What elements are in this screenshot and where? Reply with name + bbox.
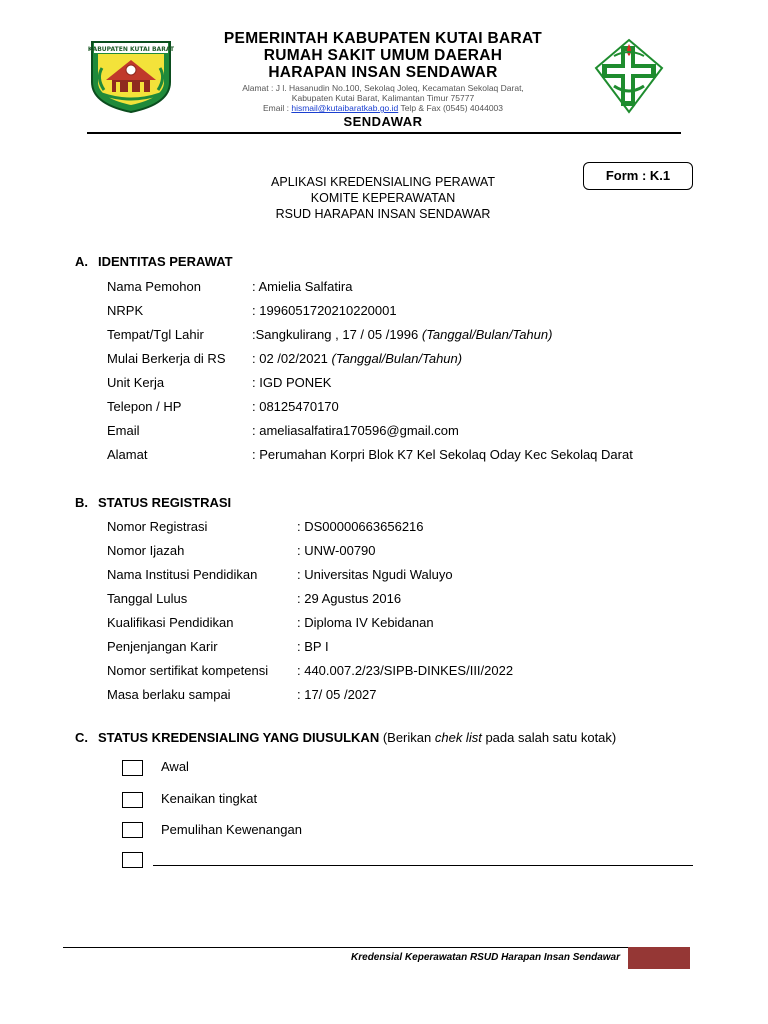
- header-government-name: PEMERINTAH KABUPATEN KUTAI BARAT: [223, 30, 543, 47]
- footer-divider: [63, 947, 628, 948]
- other-option-blank-line[interactable]: [153, 865, 693, 866]
- section-c-letter: C.: [75, 730, 88, 745]
- field-value: : 17/ 05 /2027: [297, 687, 377, 702]
- field-value: : Universitas Ngudi Waluyo: [297, 567, 453, 582]
- section-c-title: STATUS KREDENSIALING YANG DIUSULKAN: [98, 730, 380, 745]
- field-label: Masa berlaku sampai: [107, 687, 231, 702]
- field-label: Nama Pemohon: [107, 279, 201, 294]
- checkbox-kenaikan-tingkat[interactable]: [122, 792, 143, 808]
- field-value: :Sangkulirang , 17 / 05 /1996: [252, 327, 422, 342]
- field-label: Penjenjangan Karir: [107, 639, 218, 654]
- field-value: : ameliasalfatira170596@gmail.com: [252, 423, 459, 438]
- phone-fax: Telp & Fax (0545) 4044003: [398, 103, 503, 113]
- field-note: (Tanggal/Bulan/Tahun): [331, 351, 463, 366]
- field-note: (Tanggal/Bulan/Tahun): [421, 327, 553, 342]
- header-address-line2: Kabupaten Kutai Barat, Kalimantan Timur 75777: [291, 93, 475, 103]
- field-label: Alamat: [107, 447, 148, 462]
- field-value: : BP I: [297, 639, 329, 654]
- field-label: Tempat/Tgl Lahir: [107, 327, 204, 342]
- footer-text: Kredensial Keperawatan RSUD Harapan Insan Sendawar: [351, 952, 620, 963]
- field-label: Nomor Registrasi: [107, 519, 208, 534]
- field-value: : 1996051720210220001: [252, 303, 397, 318]
- option-label: Pemulihan Kewenangan: [161, 822, 302, 837]
- field-value: : 02 /02/2021: [252, 351, 332, 366]
- field-value: : Diploma IV Kebidanan: [297, 615, 434, 630]
- field-value: : IGD PONEK: [252, 375, 332, 390]
- field-label: Nomor sertifikat kompetensi: [107, 663, 269, 678]
- checkbox-pemulihan-kewenangan[interactable]: [122, 822, 143, 838]
- form-code-box: Form : K.1: [583, 162, 693, 190]
- section-b-letter: B.: [75, 495, 88, 510]
- email-link[interactable]: hismail@kutaibaratkab.go.id: [291, 103, 399, 113]
- field-label: Kualifikasi Pendidikan: [107, 615, 234, 630]
- field-value: : DS00000663656216: [297, 519, 424, 534]
- field-label: NRPK: [107, 303, 144, 318]
- section-a-heading: [75, 254, 233, 269]
- section-b-title: STATUS REGISTRASI: [98, 495, 232, 510]
- field-label: Mulai Berkerja di RS: [107, 351, 226, 366]
- field-value: : 440.007.2/23/SIPB-DINKES/III/2022: [297, 663, 514, 678]
- instruction-text: (Berikan: [379, 730, 435, 745]
- field-label: Email: [107, 423, 140, 438]
- logo-left-caption: KABUPATEN KUTAI BARAT: [88, 46, 174, 53]
- instruction-text: pada salah satu kotak): [481, 730, 617, 745]
- field-value: : UNW-00790: [297, 543, 376, 558]
- field-value: : Amielia Salfatira: [252, 279, 353, 294]
- footer-accent-bar: [628, 947, 690, 969]
- option-label: Awal: [161, 759, 189, 774]
- section-a-title: IDENTITAS PERAWAT: [98, 254, 233, 269]
- field-value-with-note: [252, 351, 462, 366]
- field-value: : 29 Agustus 2016: [297, 591, 402, 606]
- header-divider: [87, 132, 681, 134]
- field-value: : Perumahan Korpri Blok K7 Kel Sekolaq Oday Kec Sekolaq Darat: [252, 447, 633, 462]
- field-value-with-note: [252, 327, 552, 342]
- instruction-emphasis: chek list: [434, 730, 482, 745]
- document-title-line2: KOMITE KEPERAWATAN: [310, 191, 456, 205]
- field-label: Telepon / HP: [107, 399, 182, 414]
- header-hospital-name: HARAPAN INSAN SENDAWAR: [268, 64, 498, 81]
- section-c-heading: [75, 730, 616, 745]
- header-contact-line: [150, 103, 616, 113]
- field-label: Nama Institusi Pendidikan: [107, 567, 258, 582]
- email-prefix: Email :: [263, 103, 292, 113]
- checkbox-other[interactable]: [122, 852, 143, 868]
- header-hospital-type: RUMAH SAKIT UMUM DAERAH: [263, 47, 503, 64]
- header-city: SENDAWAR: [343, 114, 423, 129]
- field-value: : 08125470170: [252, 399, 339, 414]
- section-c-instruction: [379, 730, 616, 745]
- checkbox-awal[interactable]: [122, 760, 143, 776]
- document-title-line1: APLIKASI KREDENSIALING PERAWAT: [271, 175, 495, 189]
- field-label: Unit Kerja: [107, 375, 165, 390]
- document-title-line3: RSUD HARAPAN INSAN SENDAWAR: [275, 207, 491, 221]
- field-label: Tanggal Lulus: [107, 591, 188, 606]
- field-label: Nomor Ijazah: [107, 543, 185, 558]
- option-label: Kenaikan tingkat: [161, 791, 258, 806]
- section-a-letter: A.: [75, 254, 88, 269]
- section-b-heading: [75, 495, 231, 510]
- header-address-line1: Alamat : J l. Hasanudin No.100, Sekolaq Joleq, Kecamatan Sekolaq Darat,: [242, 83, 524, 93]
